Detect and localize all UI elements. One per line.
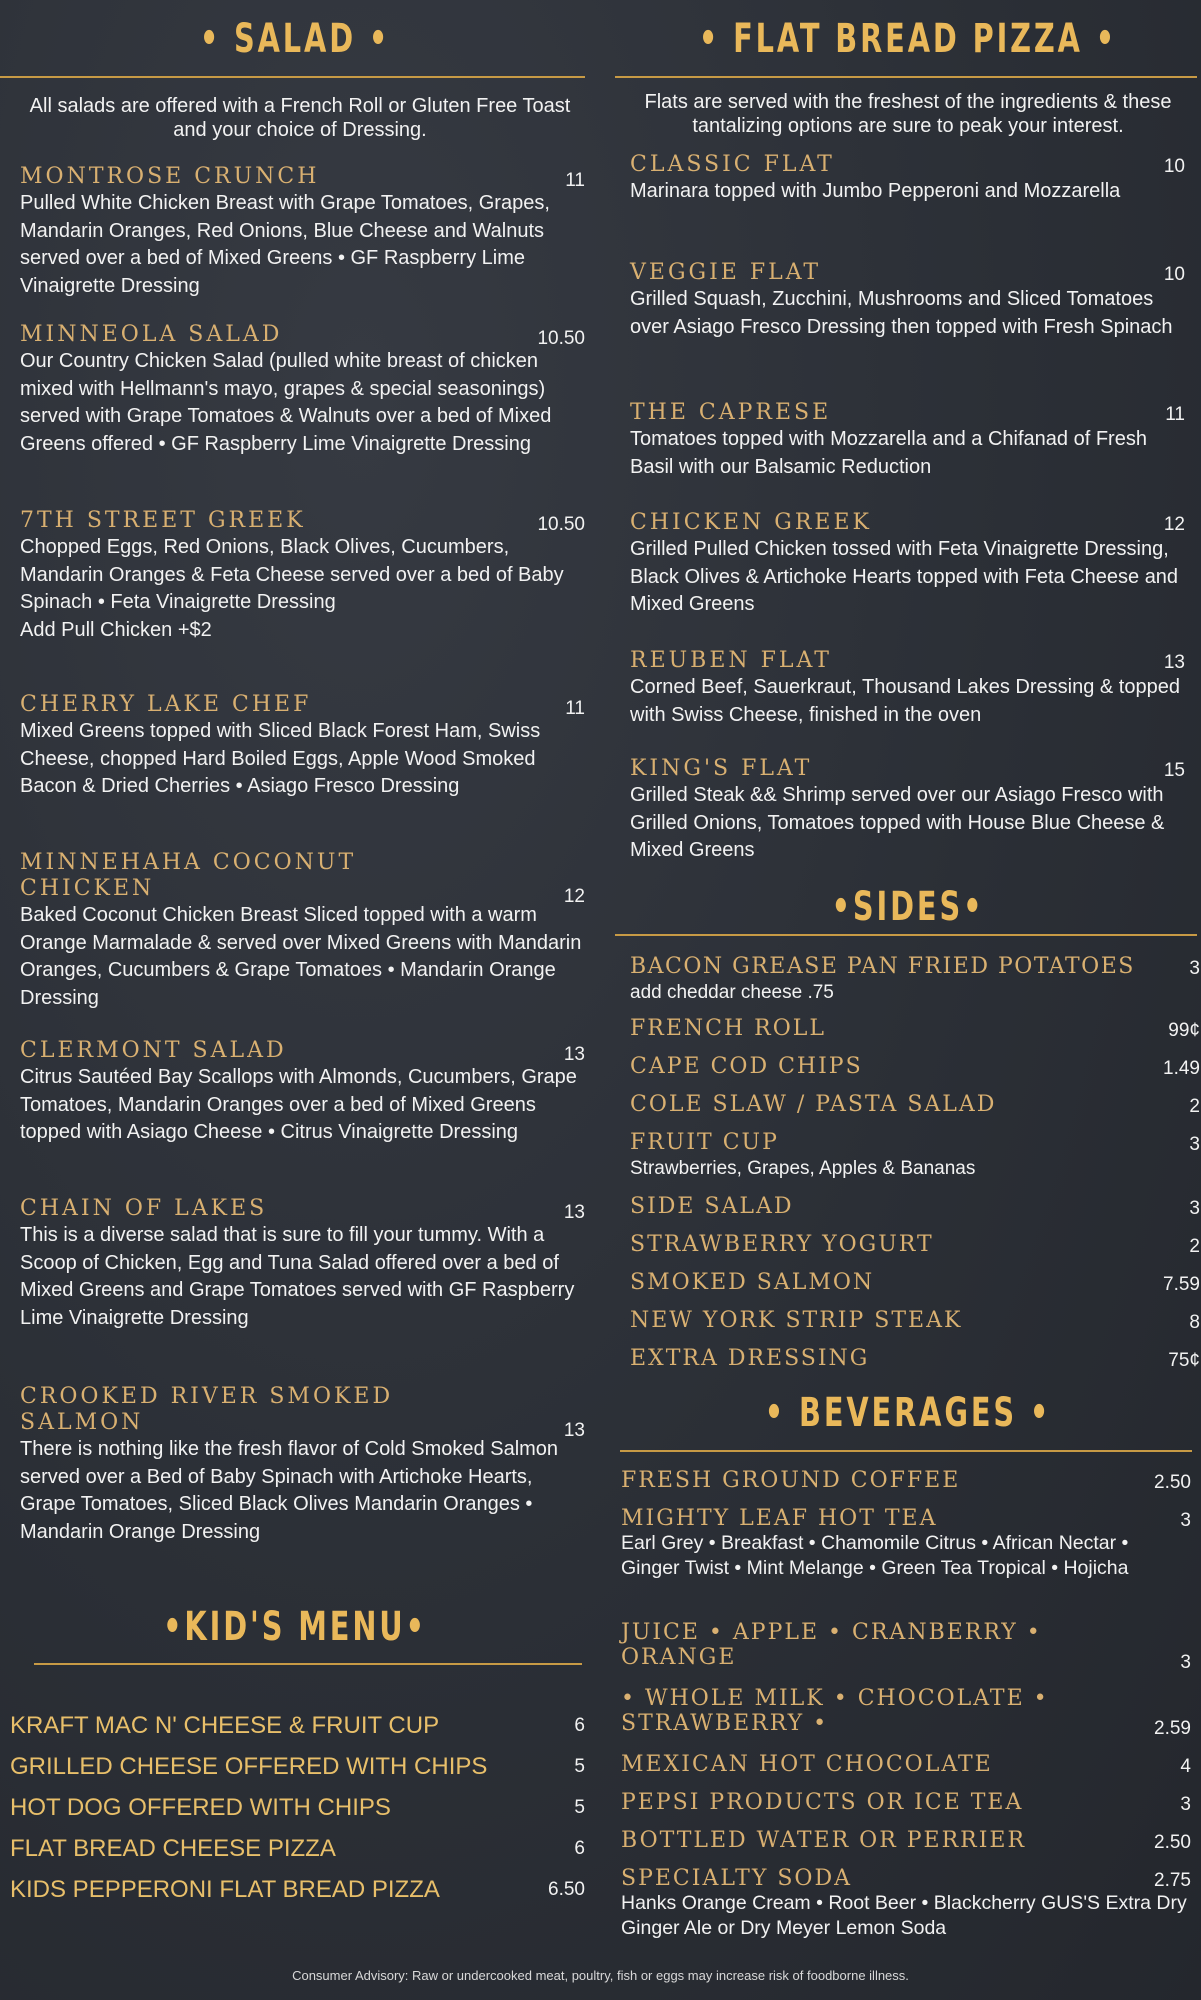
salad-intro: All salads are offered with a French Roll or Gluten Free Toast and your choice of Dressing. bbox=[29, 95, 571, 141]
item-price: 13 bbox=[563, 1044, 585, 1065]
beverage-item bbox=[621, 1752, 1191, 1790]
side-item bbox=[630, 1270, 1200, 1308]
beverage-name: MEXICAN HOT CHOCOLATE bbox=[621, 1752, 993, 1777]
side-price: 99¢ bbox=[1168, 1020, 1200, 1041]
menu-item bbox=[630, 756, 1185, 865]
side-price: 75¢ bbox=[1168, 1350, 1200, 1371]
item-desc: Chopped Eggs, Red Onions, Black Olives, Cucumbers, Mandarin Oranges & Feta Cheese served over a bed of Baby Spinach • Feta Vinaigrette Dressing bbox=[20, 536, 564, 613]
item-name: VEGGIE FLAT bbox=[630, 260, 822, 285]
side-item bbox=[630, 1346, 1200, 1384]
beverage-price: 2.75 bbox=[1154, 1870, 1191, 1891]
side-item bbox=[630, 1194, 1200, 1232]
beverage-name: MIGHTY LEAF HOT TEA bbox=[621, 1506, 938, 1531]
side-price: 2 bbox=[1189, 1236, 1200, 1257]
item-desc: This is a diverse salad that is sure to fill your tummy. With a Scoop of Chicken, Egg and Tuna Salad offered over a bed of Mixed Greens and Grape Tomatoes served with GF Raspberry Lime Vinaigrette Dressing bbox=[20, 1224, 575, 1329]
kids-item bbox=[10, 1753, 585, 1794]
side-item bbox=[630, 954, 1200, 1016]
kids-item-price: 6 bbox=[574, 1838, 585, 1859]
item-name: MINNEHAHA COCONUT CHICKEN bbox=[20, 850, 357, 901]
kids-list bbox=[10, 1712, 585, 1917]
side-desc: add cheddar cheese .75 bbox=[630, 982, 834, 1003]
salad-divider bbox=[0, 76, 585, 78]
beverage-item bbox=[621, 1866, 1191, 1946]
beverages-title: • BEVERAGES • bbox=[764, 1390, 1052, 1436]
kids-item-price: 5 bbox=[574, 1756, 585, 1777]
beverage-name: BOTTLED WATER OR PERRIER bbox=[621, 1828, 1027, 1853]
kids-item-price: 6 bbox=[574, 1715, 585, 1736]
item-name: KING'S FLAT bbox=[630, 756, 813, 781]
item-name: 7TH STREET GREEK bbox=[20, 508, 306, 533]
item-name: CLASSIC FLAT bbox=[630, 152, 835, 177]
side-name: STRAWBERRY YOGURT bbox=[630, 1232, 934, 1257]
kids-divider bbox=[34, 1663, 582, 1665]
kids-item bbox=[10, 1712, 585, 1753]
item-price: 12 bbox=[563, 886, 585, 907]
item-name: CHAIN OF LAKES bbox=[20, 1196, 268, 1221]
item-name: CHICKEN GREEK bbox=[630, 510, 872, 535]
side-item bbox=[630, 1016, 1200, 1054]
beverage-price: 2.59 bbox=[1154, 1718, 1191, 1739]
item-price: 13 bbox=[563, 1420, 585, 1441]
sides-divider bbox=[615, 934, 1197, 936]
menu-item bbox=[20, 692, 585, 801]
side-name: EXTRA DRESSING bbox=[630, 1346, 870, 1371]
flatbread-title: • FLAT BREAD PIZZA • bbox=[698, 16, 1118, 62]
kids-item-name: KIDS PEPPERONI FLAT BREAD PIZZA bbox=[10, 1876, 440, 1903]
beverage-desc: Earl Grey • Breakfast • Chamomile Citrus • African Nectar • Ginger Twist • Mint Melange • Green Tea Tropical • Hojicha bbox=[621, 1532, 1129, 1579]
menu-item bbox=[630, 152, 1185, 206]
beverage-item bbox=[621, 1620, 1191, 1686]
beverage-item bbox=[621, 1828, 1191, 1866]
beverage-price: 3 bbox=[1180, 1652, 1191, 1673]
item-price: 13 bbox=[563, 1202, 585, 1223]
menu-item bbox=[20, 1384, 585, 1546]
kids-item-name: HOT DOG OFFERED WITH CHIPS bbox=[10, 1794, 391, 1821]
item-desc: Grilled Squash, Zucchini, Mushrooms and Sliced Tomatoes over Asiago Fresco Dressing then topped with Fresh Spinach bbox=[630, 288, 1173, 338]
kids-item-name: FLAT BREAD CHEESE PIZZA bbox=[10, 1835, 336, 1862]
side-price: 3 bbox=[1189, 1198, 1200, 1219]
side-item bbox=[630, 1130, 1200, 1194]
item-price: 13 bbox=[1163, 652, 1185, 673]
side-price: 3 bbox=[1189, 1134, 1200, 1155]
kids-title: •KID'S MENU• bbox=[163, 1604, 427, 1650]
item-name: REUBEN FLAT bbox=[630, 648, 832, 673]
item-desc: Mixed Greens topped with Sliced Black Forest Ham, Swiss Cheese, chopped Hard Boiled Eggs, Apple Wood Smoked Bacon & Dried Cherries • Asiago Fresco Dressing bbox=[20, 720, 541, 797]
flatbread-divider bbox=[615, 76, 1197, 78]
item-price: 11 bbox=[565, 698, 585, 719]
kids-item bbox=[10, 1835, 585, 1876]
side-name: CAPE COD CHIPS bbox=[630, 1054, 863, 1079]
side-price: 8 bbox=[1189, 1312, 1200, 1333]
kids-item-name: KRAFT MAC N' CHEESE & FRUIT CUP bbox=[10, 1712, 440, 1739]
beverages-list bbox=[621, 1468, 1191, 1946]
flatbread-intro: Flats are served with the freshest of the ingredients & these tantalizing options are sure to peak your interest. bbox=[644, 91, 1172, 137]
item-desc: Our Country Chicken Salad (pulled white breast of chicken mixed with Hellmann's mayo, grapes & special seasonings) served with Grape Tomatoes & Walnuts over a bed of Mixed Greens offered • GF Raspberry Lime Vinaigrette Dressing bbox=[20, 350, 552, 455]
item-price: 10 bbox=[1163, 264, 1185, 285]
side-name: SMOKED SALMON bbox=[630, 1270, 875, 1295]
item-name: THE CAPRESE bbox=[630, 400, 832, 425]
side-name: FRENCH ROLL bbox=[630, 1016, 826, 1041]
menu-item bbox=[20, 850, 585, 1012]
beverage-name: • WHOLE MILK • CHOCOLATE • STRAWBERRY • bbox=[621, 1686, 1049, 1736]
item-name: MINNEOLA SALAD bbox=[20, 322, 283, 347]
item-desc: Corned Beef, Sauerkraut, Thousand Lakes Dressing & topped with Swiss Cheese, finished in the oven bbox=[630, 676, 1180, 726]
kids-item-price: 6.50 bbox=[548, 1879, 585, 1900]
kids-item-name: GRILLED CHEESE OFFERED WITH CHIPS bbox=[10, 1753, 488, 1780]
beverage-price: 3 bbox=[1180, 1510, 1191, 1531]
sides-title: •SIDES• bbox=[831, 884, 985, 930]
side-name: COLE SLAW / PASTA SALAD bbox=[630, 1092, 997, 1117]
side-item bbox=[630, 1308, 1200, 1346]
kids-item bbox=[10, 1794, 585, 1835]
beverage-price: 4 bbox=[1180, 1756, 1191, 1777]
beverage-price: 3 bbox=[1180, 1794, 1191, 1815]
consumer-advisory: Consumer Advisory: Raw or undercooked meat, poultry, fish or eggs may increase risk of foodborne illness. bbox=[292, 1968, 909, 1983]
item-price: 10.50 bbox=[537, 328, 585, 349]
menu-item bbox=[630, 648, 1185, 729]
beverage-item bbox=[621, 1686, 1191, 1752]
menu-item bbox=[20, 1038, 585, 1147]
side-item bbox=[630, 1232, 1200, 1270]
beverage-item bbox=[621, 1790, 1191, 1828]
side-item bbox=[630, 1054, 1200, 1092]
item-desc: Tomatoes topped with Mozzarella and a Chifanad of Fresh Basil with our Balsamic Reduction bbox=[630, 428, 1147, 478]
beverage-name: FRESH GROUND COFFEE bbox=[621, 1468, 961, 1493]
menu-item bbox=[20, 508, 585, 644]
item-price: 12 bbox=[1163, 514, 1185, 535]
item-price: 15 bbox=[1163, 760, 1185, 781]
item-desc: Baked Coconut Chicken Breast Sliced topped with a warm Orange Marmalade & served over Mixed Greens with Mandarin Oranges, Cucumbers & Grape Tomatoes • Mandarin Orange Dressing bbox=[20, 904, 582, 1009]
side-item bbox=[630, 1092, 1200, 1130]
beverage-item bbox=[621, 1506, 1191, 1620]
item-name: CHERRY LAKE CHEF bbox=[20, 692, 312, 717]
side-price: 1.49 bbox=[1163, 1058, 1200, 1079]
side-price: 3 bbox=[1189, 958, 1200, 979]
menu-item bbox=[20, 322, 585, 458]
beverage-desc: Hanks Orange Cream • Root Beer • Blackcherry GUS'S Extra Dry Ginger Ale or Dry Meyer Lemon Soda bbox=[621, 1892, 1187, 1939]
beverage-item bbox=[621, 1468, 1191, 1506]
salad-title: • SALAD • bbox=[199, 16, 391, 62]
menu-item bbox=[630, 510, 1185, 619]
item-desc: Grilled Pulled Chicken tossed with Feta Vinaigrette Dressing, Black Olives & Artichoke Hearts topped with Feta Cheese and Mixed Greens bbox=[630, 538, 1179, 615]
item-name: CLERMONT SALAD bbox=[20, 1038, 287, 1063]
side-desc: Strawberries, Grapes, Apples & Bananas bbox=[630, 1158, 976, 1179]
menu-item bbox=[630, 400, 1185, 481]
sides-list bbox=[630, 954, 1200, 1384]
item-price: 11 bbox=[1165, 404, 1185, 425]
beverages-divider bbox=[620, 1450, 1192, 1452]
item-price: 10 bbox=[1163, 156, 1185, 177]
item-desc: Grilled Steak && Shrimp served over our Asiago Fresco with Grilled Onions, Tomatoes topped with House Blue Cheese & Mixed Greens bbox=[630, 784, 1165, 861]
side-price: 2 bbox=[1189, 1096, 1200, 1117]
item-desc: There is nothing like the fresh flavor of Cold Smoked Salmon served over a Bed of Baby Spinach with Artichoke Hearts, Grape Tomatoes, Sliced Black Olives Mandarin Oranges • Mandarin Orange Dressing bbox=[20, 1438, 559, 1543]
beverage-name: PEPSI PRODUCTS OR ICE TEA bbox=[621, 1790, 1024, 1815]
beverage-name: JUICE • APPLE • CRANBERRY • ORANGE bbox=[621, 1620, 1042, 1670]
beverage-name: SPECIALTY SODA bbox=[621, 1866, 852, 1891]
side-name: BACON GREASE PAN FRIED POTATOES bbox=[630, 954, 1135, 979]
item-price: 11 bbox=[565, 170, 585, 191]
item-name: CROOKED RIVER SMOKED SALMON bbox=[20, 1384, 394, 1435]
beverage-price: 2.50 bbox=[1154, 1472, 1191, 1493]
beverage-price: 2.50 bbox=[1154, 1832, 1191, 1853]
side-price: 7.59 bbox=[1163, 1274, 1200, 1295]
menu-item bbox=[20, 1196, 585, 1332]
item-price: 10.50 bbox=[537, 514, 585, 535]
side-name: SIDE SALAD bbox=[630, 1194, 794, 1219]
item-name: MONTROSE CRUNCH bbox=[20, 164, 320, 189]
menu-item bbox=[20, 164, 585, 300]
side-name: NEW YORK STRIP STEAK bbox=[630, 1308, 963, 1333]
item-desc: Citrus Sautéed Bay Scallops with Almonds, Cucumbers, Grape Tomatoes, Mandarin Oranges over a bed of Mixed Greens topped with Asiago Cheese • Citrus Vinaigrette Dressing bbox=[20, 1066, 577, 1143]
item-desc: Pulled White Chicken Breast with Grape Tomatoes, Grapes, Mandarin Oranges, Red Onions, Blue Cheese and Walnuts served over a bed of Mixed Greens • GF Raspberry Lime Vinaigrette Dressing bbox=[20, 192, 550, 297]
menu-item bbox=[630, 260, 1185, 341]
item-extra: Add Pull Chicken +$2 bbox=[20, 618, 212, 641]
item-desc: Marinara topped with Jumbo Pepperoni and Mozzarella bbox=[630, 180, 1121, 202]
kids-item-price: 5 bbox=[574, 1797, 585, 1818]
side-name: FRUIT CUP bbox=[630, 1130, 779, 1155]
kids-item bbox=[10, 1876, 585, 1917]
